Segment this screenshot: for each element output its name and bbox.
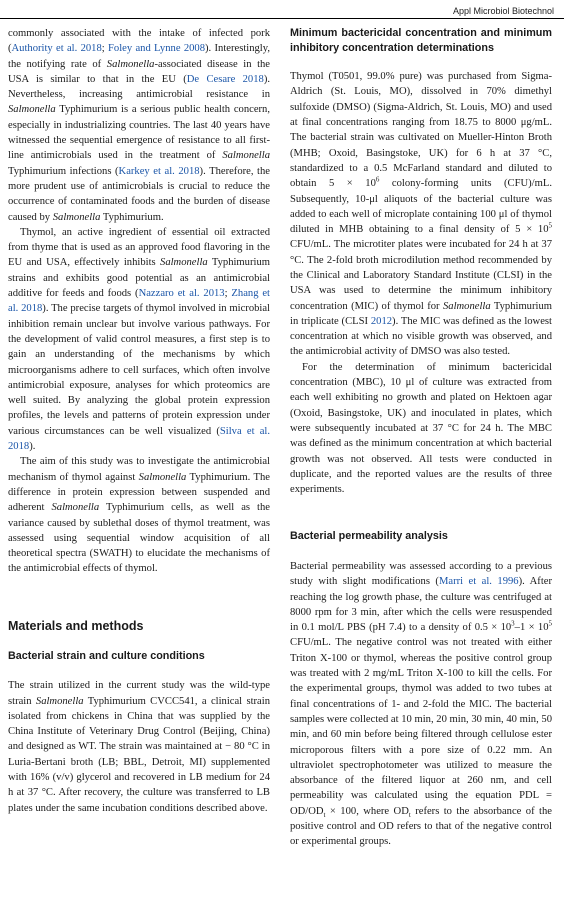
right-column <box>290 26 552 850</box>
citation-link[interactable]: De Cesare 2018 <box>186 73 264 85</box>
citation-link[interactable]: Marri et al. 1996 <box>438 576 519 588</box>
text-run: CFU/mL. The negative control was not treated with either Triton X-100 or thymol, whereas the positive control group was treated with 2 mg/mL Triton X-100 to kill the cells. For the experimental groups, thymol was added to two tubes at final concentrations of 1- and 2-fold the MIC. The bacterial samples were collected at 10 min, 20 min, 30 min, 40 min, 50 min, and 60 min before being filtered through cellulose ester microporous filters with a pore size of 0.22 mm. An ultraviolet spectrophotometer was utilized to measure the absorbance of the filtered liquor at 260 nm, and cell permeability was calculated using the equation PDL = OD/OD <box>290 637 552 817</box>
citation-link[interactable]: Silva et al. 2018 <box>8 425 271 453</box>
paragraph <box>8 26 270 225</box>
text-run: colony-forming units (CFU)/mL. Subsequently, 10-μl aliquots of the bacterial culture was added to each well of microplate containing 100 μl of thymol diluted in MHB obtaining to a final density of 5 × 10 <box>290 178 552 236</box>
italic-term: Salmonella <box>138 471 187 483</box>
text-run: For the determination of minimum bactericidal concentration (MBC), 10 μl of culture was extracted from each well exhibiting no growth and plated on Hektoen agar (Oxoid, Basingstoke, UK) and inoculated in plates, which were subsequently incubated at 37 °C for 24 h. The MBC was defined as the minimum concentration at which bacterial growth was not observed. All tests were conducted in duplicate, and the reported values are the results of three experiments. <box>290 361 552 496</box>
subsection-heading-mbc-mic: Minimum bactericidal concentration and minimum inhibitory concentration determinations <box>290 27 552 54</box>
italic-term: Salmonella <box>52 211 101 223</box>
text-run: ; <box>224 288 232 300</box>
running-header: Appl Microbiol Biotechnol <box>452 6 554 16</box>
text-run: refers to the absorbance of the positive control and OD refers to that of the negative control or experimental groups. <box>290 805 552 848</box>
italic-term: Salmonella <box>106 58 155 70</box>
text-run: –1 × 10 <box>514 622 549 634</box>
text-run: Typhimurium infections ( <box>8 165 119 177</box>
italic-term: Salmonella <box>442 300 491 312</box>
text-run: × 100, where OD <box>325 805 409 817</box>
text-run: ). Therefore, the more prudent use of antimicrobials is crucial to reduce the occurrence of contaminated foods and the burden of disease caused by <box>8 165 270 223</box>
text-run: ). Nevertheless, increasing antimicrobial resistance in <box>8 73 270 101</box>
text-run: Typhimurium. The difference in protein expression between suspended and adherent <box>8 471 270 514</box>
text-run: Bacterial permeability was assessed according to a previous study with slight modifications ( <box>290 561 552 588</box>
citation-link[interactable]: Karkey et al. 2018 <box>118 165 200 177</box>
citation-link[interactable]: Zhang et al. 2018 <box>8 288 271 315</box>
italic-term: Salmonella <box>160 257 208 269</box>
paragraph <box>8 678 270 816</box>
text-run: ; <box>101 43 109 55</box>
paragraph <box>8 225 270 454</box>
italic-term: Salmonella <box>222 150 270 162</box>
subsection-heading-strain: Bacterial strain and culture conditions <box>8 649 205 662</box>
citation-link[interactable]: Nazzaro et al. 2013 <box>138 288 225 300</box>
text-run: ). After reaching the log growth phase, the culture was centrifuged at 8000 rpm for 3 min, after which the cells were resuspended in 0.1 mol/L PBS (pH 7.4) to a density of 0.5 × 10 <box>290 576 552 634</box>
text-run: Thymol, an active ingredient of essential oil extracted from thyme that is used as an approved food flavoring in the EU and USA, effectively inhibits <box>8 226 270 269</box>
text-run: Typhimurium in triplicate (CLSI <box>290 300 552 327</box>
paragraph <box>290 559 552 850</box>
superscript: 3 <box>511 619 515 628</box>
subscript: t <box>323 810 326 819</box>
text-run: Typhimurium is a serious public health concern, especially in industrializing countries. The last 40 years have witnessed the sequential emergence of resistance to all first-line antimicrobials used in the treatment of <box>8 104 270 162</box>
paragraph <box>290 69 552 360</box>
superscript: 6 <box>375 175 380 184</box>
text-run: The aim of this study was to investigate the antimicrobial mechanism of thymol against <box>8 456 270 483</box>
superscript: 5 <box>548 619 552 628</box>
text-run: Thymol (T0501, 99.0% pure) was purchased from Sigma-Aldrich (St. Louis, MO), dissolved in 70% dimethyl sulfoxide (DMSO) (Sigma-Aldrich, St. Louis, MO) and used at final concentrations ranging from 18.75 to 8000 μg/mL. The bacterial strain was cultivated on Mueller-Hinton Broth (MHB; Oxoid, Basingstoke, UK) for 6 h at 37 °C, standardized to a 0.5 McFarland standard and diluted to obtain 5 × 10 <box>290 71 552 190</box>
italic-term: Salmonella <box>35 695 84 707</box>
text-run: -associated disease in the USA is similar to that in the EU ( <box>8 58 271 85</box>
text-run: commonly associated with the intake of infected pork ( <box>8 28 270 55</box>
italic-term: Salmonella <box>51 502 100 514</box>
text-run: The strain utilized in the current study was the wild-type strain <box>8 680 270 707</box>
text-run: ). <box>29 441 36 453</box>
text-run: Typhimurium CVCC541, a clinical strain isolated from chickens in China that was supplied by the China Institute of Veterinary Drug Control (Beijing, China) and designed as WT. The strain was maintained at − 80 °C in Luria-Bertani broth (LB; BBL, Detroit, MI) supplemented with 16% (v/v) glycerol and recovered in LB medium for 24 h at 37 °C. After recovery, the culture was transferred to LB plates under the same incubation conditions described above. <box>8 695 271 814</box>
text-run: Typhimurium cells, as well as the variance caused by sublethal doses of thymol treatment, was assessed using sequential window acquisition of all theoretical spectra (SWATH) to elucidate the mechanisms of the antimicrobial effects of thymol. <box>8 502 271 575</box>
left-column <box>8 26 270 816</box>
citation-link[interactable]: Foley and Lynne 2008 <box>108 43 206 55</box>
text-run: Typhimurium. <box>100 211 164 223</box>
paragraph <box>8 454 270 576</box>
header-rule <box>0 18 564 19</box>
subscript: t <box>408 810 411 819</box>
citation-link[interactable]: Authority et al. 2018 <box>11 43 102 55</box>
superscript: 5 <box>548 221 552 230</box>
text-run: ). The precise targets of thymol involved in microbial inhibition remain unclear but involve various pathways. For the development of valid control measures, a first step is to gain an understanding of the mechanisms by which microorganisms adhere to cell surfaces, which often involve antimicrobial exposure, analyses for which proteomics are well suited. By analyzing the global protein expression profiles, the levels and patterns of protein expression under various circumstances can be well visualized ( <box>8 303 270 437</box>
text-run: Typhimurium strains and exhibits good potential as an antimicrobial additive for feeds and foods ( <box>8 257 270 300</box>
subsection-heading-permeability: Bacterial permeability analysis <box>290 530 448 543</box>
section-heading-materials-methods: Materials and methods <box>8 618 144 633</box>
italic-term: Salmonella <box>8 104 56 116</box>
text-run: CFU/mL. The microtiter plates were incubated for 24 h at 37 °C. The 2-fold broth microdilution method recommended by the Clinical and Laboratory Standard Institute (CLSI) in the USA was used to determine the minimum inhibitory concentration (MIC) of thymol for <box>290 239 552 312</box>
paragraph <box>290 360 552 498</box>
text-run: ). Interestingly, the notifying rate of <box>8 43 270 70</box>
citation-link[interactable]: 2012 <box>370 315 393 327</box>
text-run: ). The MIC was defined as the lowest concentration at which no visible growth was observed, and the antimicrobial activity of DMSO was also tested. <box>290 315 552 358</box>
